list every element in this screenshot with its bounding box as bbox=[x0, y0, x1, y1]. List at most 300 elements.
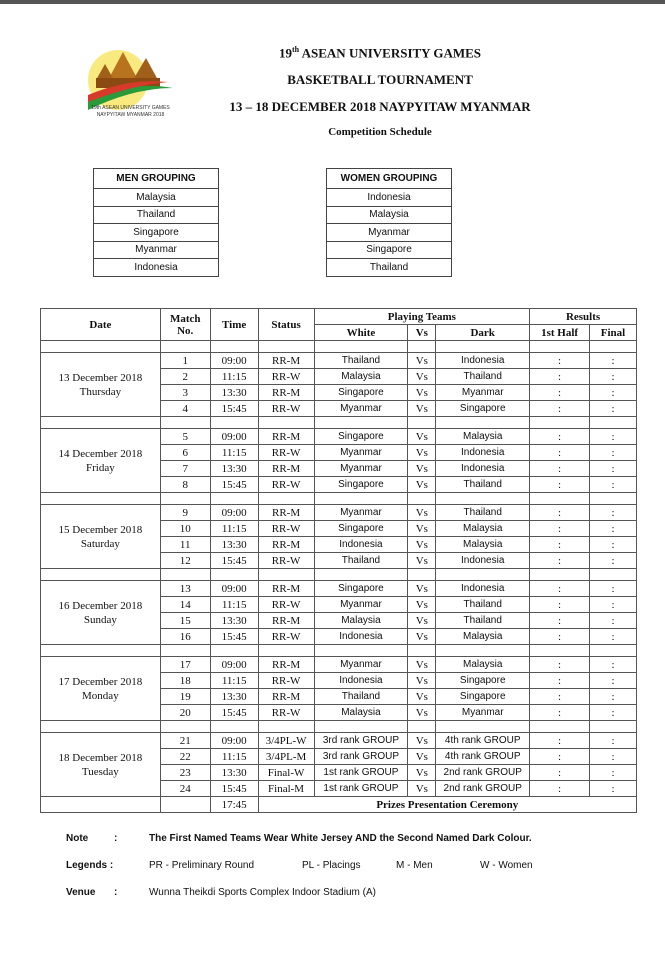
dark-team: Indonesia bbox=[436, 581, 530, 597]
white-team: Thailand bbox=[314, 353, 408, 369]
first-half-result: : bbox=[530, 597, 590, 613]
first-half-result: : bbox=[530, 369, 590, 385]
dark-team: Myanmar bbox=[436, 385, 530, 401]
weekday-text: Friday bbox=[86, 461, 115, 474]
spacer-cell bbox=[258, 569, 314, 581]
white-team: Myanmar bbox=[314, 597, 408, 613]
white-team: Malaysia bbox=[314, 613, 408, 629]
match-time: 15:45 bbox=[210, 629, 258, 645]
match-status: Final-W bbox=[258, 765, 314, 781]
spacer-cell bbox=[530, 721, 590, 733]
spacer-cell bbox=[210, 569, 258, 581]
match-row bbox=[41, 657, 637, 673]
first-half-result: : bbox=[530, 733, 590, 749]
men-team-row bbox=[94, 241, 219, 259]
title-sup: th bbox=[291, 45, 300, 54]
match-time: 13:30 bbox=[210, 613, 258, 629]
col-status: Status bbox=[258, 309, 314, 341]
match-status: RR-M bbox=[258, 537, 314, 553]
spacer-cell bbox=[258, 341, 314, 353]
vs-label: Vs bbox=[408, 597, 436, 613]
women-grouping-table bbox=[326, 168, 452, 277]
match-status: RR-W bbox=[258, 629, 314, 645]
vs-label: Vs bbox=[408, 445, 436, 461]
match-time: 15:45 bbox=[210, 553, 258, 569]
spacer-cell bbox=[160, 645, 210, 657]
date-cell bbox=[41, 429, 161, 493]
match-number: 23 bbox=[160, 765, 210, 781]
spacer-cell bbox=[436, 721, 530, 733]
match-number: 8 bbox=[160, 477, 210, 493]
date-cell bbox=[41, 353, 161, 417]
match-time: 11:15 bbox=[210, 673, 258, 689]
spacer-cell bbox=[41, 493, 161, 505]
final-result: : bbox=[590, 477, 637, 493]
match-number: 12 bbox=[160, 553, 210, 569]
col-first-half: 1st Half bbox=[530, 325, 590, 341]
final-result: : bbox=[590, 445, 637, 461]
spacer-cell bbox=[314, 417, 408, 429]
date-text: 15 December 2018 bbox=[58, 523, 143, 536]
note-line bbox=[66, 833, 532, 844]
spacer-cell bbox=[160, 493, 210, 505]
match-time: 13:30 bbox=[210, 385, 258, 401]
white-team: Malaysia bbox=[314, 369, 408, 385]
white-team: Myanmar bbox=[314, 657, 408, 673]
dark-team: Malaysia bbox=[436, 429, 530, 445]
col-date: Date bbox=[41, 309, 161, 341]
match-time: 09:00 bbox=[210, 505, 258, 521]
match-status: RR-M bbox=[258, 613, 314, 629]
match-time: 09:00 bbox=[210, 581, 258, 597]
spacer-cell bbox=[590, 341, 637, 353]
first-half-result: : bbox=[530, 765, 590, 781]
spacer-cell bbox=[530, 417, 590, 429]
vs-label: Vs bbox=[408, 429, 436, 445]
dark-team: Singapore bbox=[436, 689, 530, 705]
spacer-cell bbox=[590, 417, 637, 429]
match-status: RR-M bbox=[258, 385, 314, 401]
spacer-cell bbox=[530, 493, 590, 505]
match-status: RR-W bbox=[258, 597, 314, 613]
col-dark: Dark bbox=[436, 325, 530, 341]
dark-team: 4th rank GROUP bbox=[436, 749, 530, 765]
spacer-cell bbox=[408, 569, 436, 581]
empty-cell bbox=[41, 797, 161, 813]
men-grouping-title: MEN GROUPING bbox=[94, 169, 219, 189]
dark-team: Malaysia bbox=[436, 629, 530, 645]
women-team: Thailand bbox=[327, 259, 452, 277]
match-time: 09:00 bbox=[210, 657, 258, 673]
final-result: : bbox=[590, 749, 637, 765]
women-team-row bbox=[327, 224, 452, 242]
final-result: : bbox=[590, 765, 637, 781]
first-half-result: : bbox=[530, 505, 590, 521]
final-result: : bbox=[590, 673, 637, 689]
date-text: 18 December 2018 bbox=[58, 751, 143, 764]
dark-team: Indonesia bbox=[436, 353, 530, 369]
match-number: 13 bbox=[160, 581, 210, 597]
final-result: : bbox=[590, 353, 637, 369]
spacer-cell bbox=[408, 721, 436, 733]
spacer-cell bbox=[41, 721, 161, 733]
match-number: 3 bbox=[160, 385, 210, 401]
spacer-cell bbox=[314, 645, 408, 657]
men-team-row bbox=[94, 206, 219, 224]
vs-label: Vs bbox=[408, 765, 436, 781]
dark-team: Indonesia bbox=[436, 553, 530, 569]
final-result: : bbox=[590, 629, 637, 645]
white-team: 3rd rank GROUP bbox=[314, 749, 408, 765]
women-team: Malaysia bbox=[327, 206, 452, 224]
date-text: 13 December 2018 bbox=[58, 371, 143, 384]
col-playing-teams: Playing Teams bbox=[314, 309, 530, 325]
doc-dates: 13 – 18 DECEMBER 2018 NAYPYITAW MYANMAR bbox=[229, 99, 531, 114]
white-team: Indonesia bbox=[314, 629, 408, 645]
men-team: Malaysia bbox=[94, 189, 219, 207]
white-team: Malaysia bbox=[314, 705, 408, 721]
spacer-cell bbox=[210, 721, 258, 733]
date-cell bbox=[41, 657, 161, 721]
vs-label: Vs bbox=[408, 733, 436, 749]
dark-team: Indonesia bbox=[436, 445, 530, 461]
doc-schedule-label: Competition Schedule bbox=[328, 126, 432, 138]
match-time: 15:45 bbox=[210, 477, 258, 493]
date-text: 14 December 2018 bbox=[58, 447, 143, 460]
dark-team: Singapore bbox=[436, 401, 530, 417]
venue-label: Venue bbox=[66, 887, 96, 898]
first-half-result: : bbox=[530, 581, 590, 597]
final-result: : bbox=[590, 505, 637, 521]
match-number: 14 bbox=[160, 597, 210, 613]
first-half-result: : bbox=[530, 429, 590, 445]
match-number: 21 bbox=[160, 733, 210, 749]
white-team: Indonesia bbox=[314, 537, 408, 553]
first-half-result: : bbox=[530, 477, 590, 493]
first-half-result: : bbox=[530, 613, 590, 629]
spacer-row bbox=[41, 341, 637, 353]
match-number: 22 bbox=[160, 749, 210, 765]
match-time: 11:15 bbox=[210, 597, 258, 613]
match-number: 11 bbox=[160, 537, 210, 553]
match-number: 15 bbox=[160, 613, 210, 629]
col-match: Match No. bbox=[160, 309, 210, 341]
men-team: Myanmar bbox=[94, 241, 219, 259]
match-row bbox=[41, 733, 637, 749]
match-status: RR-W bbox=[258, 673, 314, 689]
men-team: Indonesia bbox=[94, 259, 219, 277]
white-team: Singapore bbox=[314, 385, 408, 401]
date-cell bbox=[41, 581, 161, 645]
date-text: 16 December 2018 bbox=[58, 599, 143, 612]
ceremony-time: 17:45 bbox=[210, 797, 258, 813]
final-result: : bbox=[590, 657, 637, 673]
spacer-cell bbox=[590, 721, 637, 733]
spacer-cell bbox=[258, 493, 314, 505]
title-rest: ASEAN UNIVERSITY GAMES bbox=[299, 45, 482, 61]
match-row bbox=[41, 429, 637, 445]
women-team-row bbox=[327, 241, 452, 259]
white-team: Singapore bbox=[314, 521, 408, 537]
men-team-row bbox=[94, 224, 219, 242]
logo-line-2: NAYPYITAW MYANMAR 2018 bbox=[96, 112, 165, 118]
men-team-row bbox=[94, 189, 219, 207]
schedule-table bbox=[40, 308, 637, 813]
match-status: RR-W bbox=[258, 553, 314, 569]
spacer-cell bbox=[408, 417, 436, 429]
white-team: Indonesia bbox=[314, 673, 408, 689]
spacer-cell bbox=[314, 721, 408, 733]
first-half-result: : bbox=[530, 673, 590, 689]
legends-line bbox=[66, 860, 533, 871]
spacer-cell bbox=[436, 569, 530, 581]
col-results: Results bbox=[530, 309, 637, 325]
first-half-result: : bbox=[530, 521, 590, 537]
dark-team: Thailand bbox=[436, 613, 530, 629]
match-time: 11:15 bbox=[210, 749, 258, 765]
match-status: RR-M bbox=[258, 353, 314, 369]
first-half-result: : bbox=[530, 629, 590, 645]
match-number: 24 bbox=[160, 781, 210, 797]
final-result: : bbox=[590, 461, 637, 477]
women-team: Indonesia bbox=[327, 189, 452, 207]
spacer-cell bbox=[314, 493, 408, 505]
spacer-cell bbox=[258, 645, 314, 657]
match-status: 3/4PL-W bbox=[258, 733, 314, 749]
final-result: : bbox=[590, 401, 637, 417]
men-team: Thailand bbox=[94, 206, 219, 224]
spacer-cell bbox=[530, 341, 590, 353]
spacer-cell bbox=[590, 493, 637, 505]
date-text: 17 December 2018 bbox=[58, 675, 143, 688]
spacer-cell bbox=[160, 417, 210, 429]
spacer-cell bbox=[41, 569, 161, 581]
spacer-cell bbox=[408, 341, 436, 353]
spacer-cell bbox=[436, 645, 530, 657]
match-number: 4 bbox=[160, 401, 210, 417]
white-team: Myanmar bbox=[314, 461, 408, 477]
first-half-result: : bbox=[530, 385, 590, 401]
first-half-result: : bbox=[530, 689, 590, 705]
vs-label: Vs bbox=[408, 581, 436, 597]
match-status: RR-M bbox=[258, 429, 314, 445]
logo-line-1: 19th ASEAN UNIVERSITY GAMES bbox=[91, 105, 170, 111]
venue-line bbox=[66, 887, 376, 898]
spacer-row bbox=[41, 721, 637, 733]
match-time: 15:45 bbox=[210, 705, 258, 721]
final-result: : bbox=[590, 597, 637, 613]
vs-label: Vs bbox=[408, 657, 436, 673]
dark-team: Malaysia bbox=[436, 521, 530, 537]
spacer-cell bbox=[210, 417, 258, 429]
vs-label: Vs bbox=[408, 781, 436, 797]
white-team: Thailand bbox=[314, 689, 408, 705]
match-time: 13:30 bbox=[210, 689, 258, 705]
spacer-cell bbox=[436, 341, 530, 353]
first-half-result: : bbox=[530, 353, 590, 369]
logo-caption bbox=[78, 105, 183, 119]
match-number: 17 bbox=[160, 657, 210, 673]
men-team: Singapore bbox=[94, 224, 219, 242]
match-number: 1 bbox=[160, 353, 210, 369]
match-number: 10 bbox=[160, 521, 210, 537]
men-team-row bbox=[94, 259, 219, 277]
first-half-result: : bbox=[530, 445, 590, 461]
first-half-result: : bbox=[530, 657, 590, 673]
vs-label: Vs bbox=[408, 537, 436, 553]
final-result: : bbox=[590, 521, 637, 537]
match-row bbox=[41, 353, 637, 369]
spacer-row bbox=[41, 417, 637, 429]
match-number: 20 bbox=[160, 705, 210, 721]
match-status: RR-W bbox=[258, 445, 314, 461]
ceremony-row bbox=[41, 797, 637, 813]
weekday-text: Saturday bbox=[80, 537, 120, 550]
spacer-cell bbox=[210, 341, 258, 353]
final-result: : bbox=[590, 733, 637, 749]
legend-pr: PR - Preliminary Round bbox=[149, 860, 255, 871]
match-time: 09:00 bbox=[210, 733, 258, 749]
dark-team: 2nd rank GROUP bbox=[436, 781, 530, 797]
vs-label: Vs bbox=[408, 385, 436, 401]
match-time: 13:30 bbox=[210, 461, 258, 477]
legend-pl: PL - Placings bbox=[302, 860, 361, 871]
dark-team: Thailand bbox=[436, 369, 530, 385]
first-half-result: : bbox=[530, 553, 590, 569]
empty-cell bbox=[160, 797, 210, 813]
dark-team: Malaysia bbox=[436, 657, 530, 673]
women-grouping-title: WOMEN GROUPING bbox=[327, 169, 452, 189]
legend-w: W - Women bbox=[480, 860, 533, 871]
final-result: : bbox=[590, 553, 637, 569]
match-status: RR-M bbox=[258, 689, 314, 705]
final-result: : bbox=[590, 385, 637, 401]
note-label: Note bbox=[66, 833, 89, 844]
col-final: Final bbox=[590, 325, 637, 341]
spacer-row bbox=[41, 645, 637, 657]
spacer-cell bbox=[408, 645, 436, 657]
spacer-cell bbox=[436, 417, 530, 429]
white-team: 1st rank GROUP bbox=[314, 781, 408, 797]
first-half-result: : bbox=[530, 781, 590, 797]
col-time: Time bbox=[210, 309, 258, 341]
final-result: : bbox=[590, 581, 637, 597]
white-team: Myanmar bbox=[314, 401, 408, 417]
col-white: White bbox=[314, 325, 408, 341]
match-time: 15:45 bbox=[210, 781, 258, 797]
spacer-cell bbox=[160, 721, 210, 733]
weekday-text: Thursday bbox=[79, 385, 122, 398]
spacer-cell bbox=[314, 569, 408, 581]
top-border bbox=[0, 0, 665, 4]
spacer-cell bbox=[436, 493, 530, 505]
match-time: 11:15 bbox=[210, 369, 258, 385]
vs-label: Vs bbox=[408, 505, 436, 521]
spacer-cell bbox=[41, 417, 161, 429]
spacer-cell bbox=[41, 341, 161, 353]
final-result: : bbox=[590, 705, 637, 721]
first-half-result: : bbox=[530, 537, 590, 553]
title-number: 19 bbox=[278, 45, 292, 61]
spacer-cell bbox=[530, 569, 590, 581]
spacer-cell bbox=[408, 493, 436, 505]
white-team: Myanmar bbox=[314, 445, 408, 461]
vs-label: Vs bbox=[408, 461, 436, 477]
legends-label: Legends : bbox=[66, 860, 114, 871]
spacer-cell bbox=[530, 645, 590, 657]
dark-team: 2nd rank GROUP bbox=[436, 765, 530, 781]
final-result: : bbox=[590, 689, 637, 705]
weekday-text: Monday bbox=[82, 689, 119, 702]
women-team: Singapore bbox=[327, 241, 452, 259]
match-status: RR-W bbox=[258, 705, 314, 721]
dark-team: Myanmar bbox=[436, 705, 530, 721]
final-result: : bbox=[590, 369, 637, 385]
women-team-row bbox=[327, 259, 452, 277]
white-team: Singapore bbox=[314, 429, 408, 445]
doc-title bbox=[190, 45, 570, 61]
vs-label: Vs bbox=[408, 553, 436, 569]
match-time: 15:45 bbox=[210, 401, 258, 417]
ceremony-label: Prizes Presentation Ceremony bbox=[258, 797, 636, 813]
match-number: 9 bbox=[160, 505, 210, 521]
spacer-cell bbox=[160, 569, 210, 581]
match-status: RR-W bbox=[258, 401, 314, 417]
first-half-result: : bbox=[530, 749, 590, 765]
dark-team: Singapore bbox=[436, 673, 530, 689]
weekday-text: Sunday bbox=[83, 613, 117, 626]
match-number: 7 bbox=[160, 461, 210, 477]
vs-label: Vs bbox=[408, 369, 436, 385]
dark-team: Malaysia bbox=[436, 537, 530, 553]
match-number: 16 bbox=[160, 629, 210, 645]
match-status: 3/4PL-M bbox=[258, 749, 314, 765]
white-team: Singapore bbox=[314, 477, 408, 493]
venue-colon: : bbox=[114, 887, 118, 898]
spacer-cell bbox=[41, 645, 161, 657]
spacer-cell bbox=[210, 645, 258, 657]
vs-label: Vs bbox=[408, 353, 436, 369]
spacer-cell bbox=[258, 721, 314, 733]
white-team: 1st rank GROUP bbox=[314, 765, 408, 781]
first-half-result: : bbox=[530, 401, 590, 417]
match-number: 18 bbox=[160, 673, 210, 689]
match-number: 6 bbox=[160, 445, 210, 461]
match-number: 5 bbox=[160, 429, 210, 445]
spacer-cell bbox=[314, 341, 408, 353]
date-cell bbox=[41, 505, 161, 569]
legend-m: M - Men bbox=[396, 860, 433, 871]
match-status: RR-M bbox=[258, 505, 314, 521]
col-vs: Vs bbox=[408, 325, 436, 341]
spacer-cell bbox=[258, 417, 314, 429]
dark-team: 4th rank GROUP bbox=[436, 733, 530, 749]
match-status: RR-W bbox=[258, 369, 314, 385]
spacer-row bbox=[41, 569, 637, 581]
women-team: Myanmar bbox=[327, 224, 452, 242]
women-team-row bbox=[327, 189, 452, 207]
final-result: : bbox=[590, 429, 637, 445]
spacer-cell bbox=[590, 645, 637, 657]
vs-label: Vs bbox=[408, 749, 436, 765]
first-half-result: : bbox=[530, 705, 590, 721]
match-status: RR-M bbox=[258, 581, 314, 597]
doc-subtitle: BASKETBALL TOURNAMENT bbox=[287, 72, 473, 87]
dark-team: Thailand bbox=[436, 597, 530, 613]
match-time: 09:00 bbox=[210, 429, 258, 445]
white-team: 3rd rank GROUP bbox=[314, 733, 408, 749]
match-status: RR-W bbox=[258, 477, 314, 493]
